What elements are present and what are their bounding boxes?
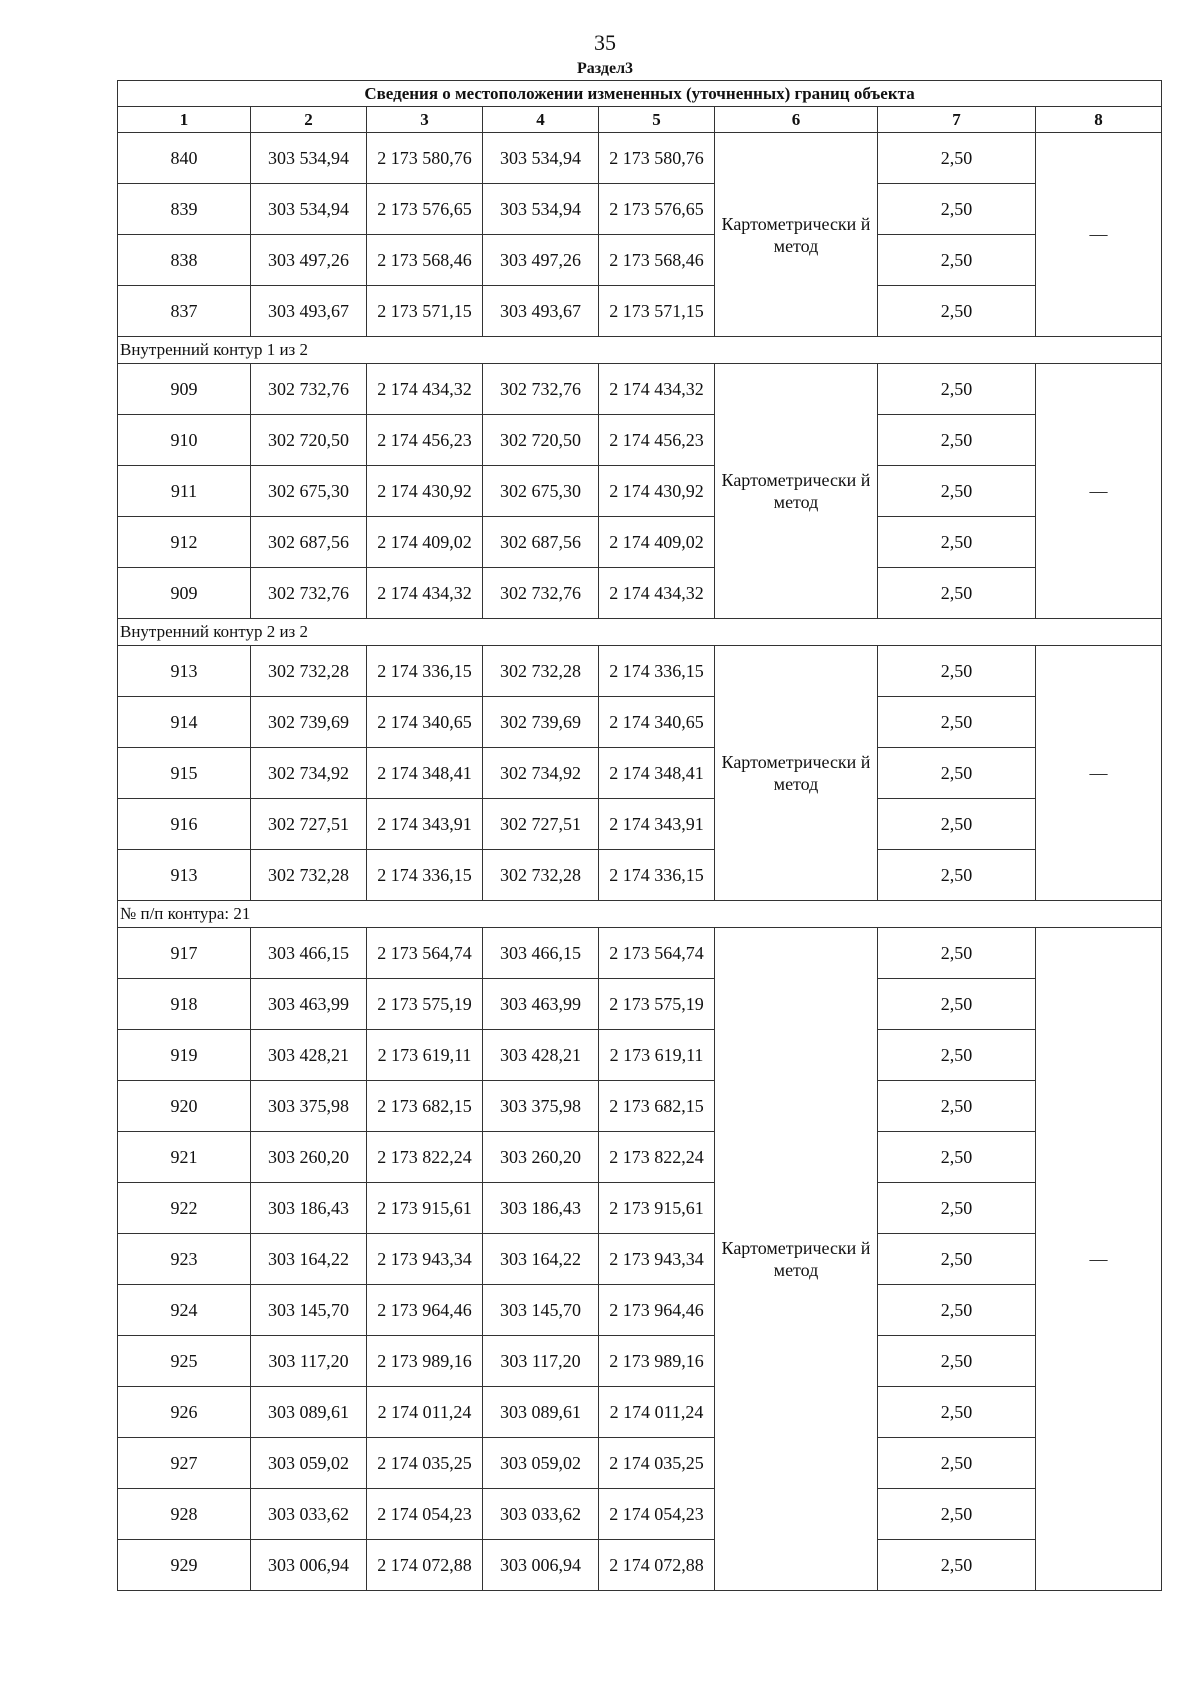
contour-header-row	[118, 337, 1162, 364]
x-existing-cell: 302 739,69	[251, 697, 367, 748]
y-refined-cell: 2 174 430,92	[599, 466, 715, 517]
point-number-cell: 923	[118, 1234, 251, 1285]
y-refined-cell: 2 174 054,23	[599, 1489, 715, 1540]
x-refined-cell: 302 732,76	[483, 364, 599, 415]
point-number-cell: 928	[118, 1489, 251, 1540]
y-refined-cell: 2 174 336,15	[599, 850, 715, 901]
y-existing-cell: 2 173 822,24	[367, 1132, 483, 1183]
x-refined-cell: 303 428,21	[483, 1030, 599, 1081]
table-row	[118, 979, 1162, 1030]
table-row	[118, 1387, 1162, 1438]
accuracy-cell: 2,50	[878, 1489, 1036, 1540]
x-refined-cell: 303 186,43	[483, 1183, 599, 1234]
y-refined-cell: 2 173 619,11	[599, 1030, 715, 1081]
accuracy-cell: 2,50	[878, 799, 1036, 850]
point-number-cell: 839	[118, 184, 251, 235]
table-row	[118, 568, 1162, 619]
y-existing-cell: 2 174 348,41	[367, 748, 483, 799]
accuracy-cell: 2,50	[878, 748, 1036, 799]
accuracy-cell: 2,50	[878, 928, 1036, 979]
table-row	[118, 286, 1162, 337]
table-row	[118, 1438, 1162, 1489]
accuracy-cell: 2,50	[878, 1285, 1036, 1336]
table-row	[118, 1285, 1162, 1336]
x-existing-cell: 303 059,02	[251, 1438, 367, 1489]
accuracy-cell: 2,50	[878, 235, 1036, 286]
y-refined-cell: 2 173 575,19	[599, 979, 715, 1030]
column-header: 3	[367, 107, 483, 133]
point-number-cell: 920	[118, 1081, 251, 1132]
accuracy-cell: 2,50	[878, 517, 1036, 568]
y-refined-cell: 2 173 576,65	[599, 184, 715, 235]
x-existing-cell: 302 732,28	[251, 850, 367, 901]
point-number-cell: 929	[118, 1540, 251, 1591]
y-refined-cell: 2 174 011,24	[599, 1387, 715, 1438]
x-refined-cell: 303 145,70	[483, 1285, 599, 1336]
accuracy-cell: 2,50	[878, 466, 1036, 517]
table-row	[118, 133, 1162, 184]
y-refined-cell: 2 174 336,15	[599, 646, 715, 697]
y-existing-cell: 2 174 336,15	[367, 646, 483, 697]
x-refined-cell: 303 463,99	[483, 979, 599, 1030]
point-number-cell: 840	[118, 133, 251, 184]
contour-header-row	[118, 901, 1162, 928]
contour-header: Внутренний контур 2 из 2	[118, 619, 1162, 646]
column-header: 7	[878, 107, 1036, 133]
accuracy-cell: 2,50	[878, 646, 1036, 697]
table-row	[118, 697, 1162, 748]
point-number-cell: 925	[118, 1336, 251, 1387]
x-existing-cell: 302 734,92	[251, 748, 367, 799]
column-header-row	[118, 107, 1162, 133]
method-cell: Картометрически й метод	[715, 928, 878, 1591]
table-row	[118, 1336, 1162, 1387]
x-existing-cell: 303 428,21	[251, 1030, 367, 1081]
method-cell: Картометрически й метод	[715, 133, 878, 337]
accuracy-cell: 2,50	[878, 979, 1036, 1030]
y-refined-cell: 2 173 571,15	[599, 286, 715, 337]
accuracy-cell: 2,50	[878, 1387, 1036, 1438]
column-header: 5	[599, 107, 715, 133]
x-existing-cell: 302 675,30	[251, 466, 367, 517]
point-number-cell: 913	[118, 646, 251, 697]
table-row	[118, 184, 1162, 235]
x-refined-cell: 302 727,51	[483, 799, 599, 850]
x-refined-cell: 302 687,56	[483, 517, 599, 568]
y-existing-cell: 2 173 989,16	[367, 1336, 483, 1387]
x-refined-cell: 302 675,30	[483, 466, 599, 517]
x-existing-cell: 303 260,20	[251, 1132, 367, 1183]
x-existing-cell: 303 497,26	[251, 235, 367, 286]
y-existing-cell: 2 174 336,15	[367, 850, 483, 901]
contour-header-row	[118, 619, 1162, 646]
y-existing-cell: 2 173 682,15	[367, 1081, 483, 1132]
point-number-cell: 914	[118, 697, 251, 748]
x-existing-cell: 302 687,56	[251, 517, 367, 568]
accuracy-cell: 2,50	[878, 1081, 1036, 1132]
x-refined-cell: 303 375,98	[483, 1081, 599, 1132]
y-refined-cell: 2 173 915,61	[599, 1183, 715, 1234]
point-number-cell: 917	[118, 928, 251, 979]
description-cell: —	[1036, 364, 1162, 619]
y-existing-cell: 2 173 564,74	[367, 928, 483, 979]
y-existing-cell: 2 174 340,65	[367, 697, 483, 748]
x-refined-cell: 302 739,69	[483, 697, 599, 748]
point-number-cell: 837	[118, 286, 251, 337]
table-row	[118, 646, 1162, 697]
point-number-cell: 915	[118, 748, 251, 799]
accuracy-cell: 2,50	[878, 1234, 1036, 1285]
table-row	[118, 799, 1162, 850]
y-refined-cell: 2 173 564,74	[599, 928, 715, 979]
x-existing-cell: 303 117,20	[251, 1336, 367, 1387]
y-existing-cell: 2 173 915,61	[367, 1183, 483, 1234]
accuracy-cell: 2,50	[878, 415, 1036, 466]
x-refined-cell: 302 734,92	[483, 748, 599, 799]
x-existing-cell: 303 534,94	[251, 133, 367, 184]
description-cell: —	[1036, 928, 1162, 1591]
point-number-cell: 927	[118, 1438, 251, 1489]
x-refined-cell: 302 732,76	[483, 568, 599, 619]
x-refined-cell: 303 260,20	[483, 1132, 599, 1183]
x-existing-cell: 303 186,43	[251, 1183, 367, 1234]
table-row	[118, 1081, 1162, 1132]
x-existing-cell: 303 463,99	[251, 979, 367, 1030]
x-refined-cell: 303 059,02	[483, 1438, 599, 1489]
y-refined-cell: 2 173 989,16	[599, 1336, 715, 1387]
point-number-cell: 916	[118, 799, 251, 850]
accuracy-cell: 2,50	[878, 1438, 1036, 1489]
x-existing-cell: 303 145,70	[251, 1285, 367, 1336]
y-refined-cell: 2 173 568,46	[599, 235, 715, 286]
accuracy-cell: 2,50	[878, 850, 1036, 901]
section-title: Раздел3	[576, 60, 634, 77]
table-row	[118, 415, 1162, 466]
y-refined-cell: 2 174 072,88	[599, 1540, 715, 1591]
y-existing-cell: 2 174 054,23	[367, 1489, 483, 1540]
boundary-table	[117, 80, 1162, 1591]
y-existing-cell: 2 173 568,46	[367, 235, 483, 286]
x-existing-cell: 302 732,76	[251, 364, 367, 415]
table-row	[118, 850, 1162, 901]
y-existing-cell: 2 173 580,76	[367, 133, 483, 184]
point-number-cell: 918	[118, 979, 251, 1030]
y-refined-cell: 2 173 943,34	[599, 1234, 715, 1285]
point-number-cell: 922	[118, 1183, 251, 1234]
description-cell: —	[1036, 133, 1162, 337]
table-row	[118, 1132, 1162, 1183]
x-refined-cell: 303 164,22	[483, 1234, 599, 1285]
x-refined-cell: 303 117,20	[483, 1336, 599, 1387]
point-number-cell: 919	[118, 1030, 251, 1081]
y-existing-cell: 2 173 575,19	[367, 979, 483, 1030]
x-refined-cell: 303 497,26	[483, 235, 599, 286]
x-refined-cell: 302 720,50	[483, 415, 599, 466]
column-header: 6	[715, 107, 878, 133]
y-existing-cell: 2 174 343,91	[367, 799, 483, 850]
x-refined-cell: 303 493,67	[483, 286, 599, 337]
method-cell: Картометрически й метод	[715, 364, 878, 619]
accuracy-cell: 2,50	[878, 1183, 1036, 1234]
table-row	[118, 1030, 1162, 1081]
y-refined-cell: 2 174 035,25	[599, 1438, 715, 1489]
table-row	[118, 235, 1162, 286]
y-refined-cell: 2 174 348,41	[599, 748, 715, 799]
column-header: 8	[1036, 107, 1162, 133]
x-refined-cell: 303 006,94	[483, 1540, 599, 1591]
x-existing-cell: 303 466,15	[251, 928, 367, 979]
description-cell: —	[1036, 646, 1162, 901]
accuracy-cell: 2,50	[878, 697, 1036, 748]
point-number-cell: 838	[118, 235, 251, 286]
point-number-cell: 913	[118, 850, 251, 901]
table-caption: Сведения о местоположении измененных (уточненных) границ объекта	[118, 81, 1162, 107]
accuracy-cell: 2,50	[878, 364, 1036, 415]
y-existing-cell: 2 173 571,15	[367, 286, 483, 337]
column-header: 4	[483, 107, 599, 133]
table-row	[118, 1489, 1162, 1540]
point-number-cell: 911	[118, 466, 251, 517]
point-number-cell: 909	[118, 568, 251, 619]
x-refined-cell: 303 534,94	[483, 184, 599, 235]
table-row	[118, 466, 1162, 517]
x-refined-cell: 303 033,62	[483, 1489, 599, 1540]
y-existing-cell: 2 173 619,11	[367, 1030, 483, 1081]
accuracy-cell: 2,50	[878, 1132, 1036, 1183]
x-existing-cell: 303 164,22	[251, 1234, 367, 1285]
y-existing-cell: 2 174 434,32	[367, 568, 483, 619]
x-existing-cell: 302 732,76	[251, 568, 367, 619]
point-number-cell: 912	[118, 517, 251, 568]
accuracy-cell: 2,50	[878, 1336, 1036, 1387]
x-existing-cell: 303 033,62	[251, 1489, 367, 1540]
accuracy-cell: 2,50	[878, 1030, 1036, 1081]
y-refined-cell: 2 174 434,32	[599, 364, 715, 415]
y-existing-cell: 2 174 072,88	[367, 1540, 483, 1591]
x-refined-cell: 303 466,15	[483, 928, 599, 979]
accuracy-cell: 2,50	[878, 286, 1036, 337]
x-refined-cell: 302 732,28	[483, 850, 599, 901]
x-existing-cell: 302 727,51	[251, 799, 367, 850]
page-number: 35	[594, 30, 616, 55]
contour-header: Внутренний контур 1 из 2	[118, 337, 1162, 364]
x-existing-cell: 302 732,28	[251, 646, 367, 697]
point-number-cell: 921	[118, 1132, 251, 1183]
table-row	[118, 1234, 1162, 1285]
y-refined-cell: 2 173 580,76	[599, 133, 715, 184]
y-refined-cell: 2 174 340,65	[599, 697, 715, 748]
point-number-cell: 924	[118, 1285, 251, 1336]
accuracy-cell: 2,50	[878, 568, 1036, 619]
table-row	[118, 1540, 1162, 1591]
table-row	[118, 928, 1162, 979]
x-refined-cell: 303 089,61	[483, 1387, 599, 1438]
y-existing-cell: 2 173 576,65	[367, 184, 483, 235]
y-refined-cell: 2 173 964,46	[599, 1285, 715, 1336]
method-cell: Картометрически й метод	[715, 646, 878, 901]
table-row	[118, 1183, 1162, 1234]
point-number-cell: 910	[118, 415, 251, 466]
y-refined-cell: 2 174 456,23	[599, 415, 715, 466]
y-refined-cell: 2 173 682,15	[599, 1081, 715, 1132]
point-number-cell: 926	[118, 1387, 251, 1438]
x-existing-cell: 302 720,50	[251, 415, 367, 466]
point-number-cell: 909	[118, 364, 251, 415]
contour-header: № п/п контура: 21	[118, 901, 1162, 928]
table-row	[118, 364, 1162, 415]
y-existing-cell: 2 174 430,92	[367, 466, 483, 517]
x-existing-cell: 303 089,61	[251, 1387, 367, 1438]
table-row	[118, 517, 1162, 568]
x-refined-cell: 303 534,94	[483, 133, 599, 184]
x-existing-cell: 303 006,94	[251, 1540, 367, 1591]
y-existing-cell: 2 174 434,32	[367, 364, 483, 415]
x-existing-cell: 303 375,98	[251, 1081, 367, 1132]
y-existing-cell: 2 174 409,02	[367, 517, 483, 568]
column-header: 1	[118, 107, 251, 133]
y-existing-cell: 2 174 035,25	[367, 1438, 483, 1489]
y-refined-cell: 2 174 409,02	[599, 517, 715, 568]
y-existing-cell: 2 173 943,34	[367, 1234, 483, 1285]
y-refined-cell: 2 174 343,91	[599, 799, 715, 850]
x-refined-cell: 302 732,28	[483, 646, 599, 697]
accuracy-cell: 2,50	[878, 184, 1036, 235]
accuracy-cell: 2,50	[878, 133, 1036, 184]
y-existing-cell: 2 173 964,46	[367, 1285, 483, 1336]
column-header: 2	[251, 107, 367, 133]
y-refined-cell: 2 173 822,24	[599, 1132, 715, 1183]
x-existing-cell: 303 534,94	[251, 184, 367, 235]
accuracy-cell: 2,50	[878, 1540, 1036, 1591]
table-row	[118, 748, 1162, 799]
y-existing-cell: 2 174 456,23	[367, 415, 483, 466]
y-existing-cell: 2 174 011,24	[367, 1387, 483, 1438]
y-refined-cell: 2 174 434,32	[599, 568, 715, 619]
x-existing-cell: 303 493,67	[251, 286, 367, 337]
